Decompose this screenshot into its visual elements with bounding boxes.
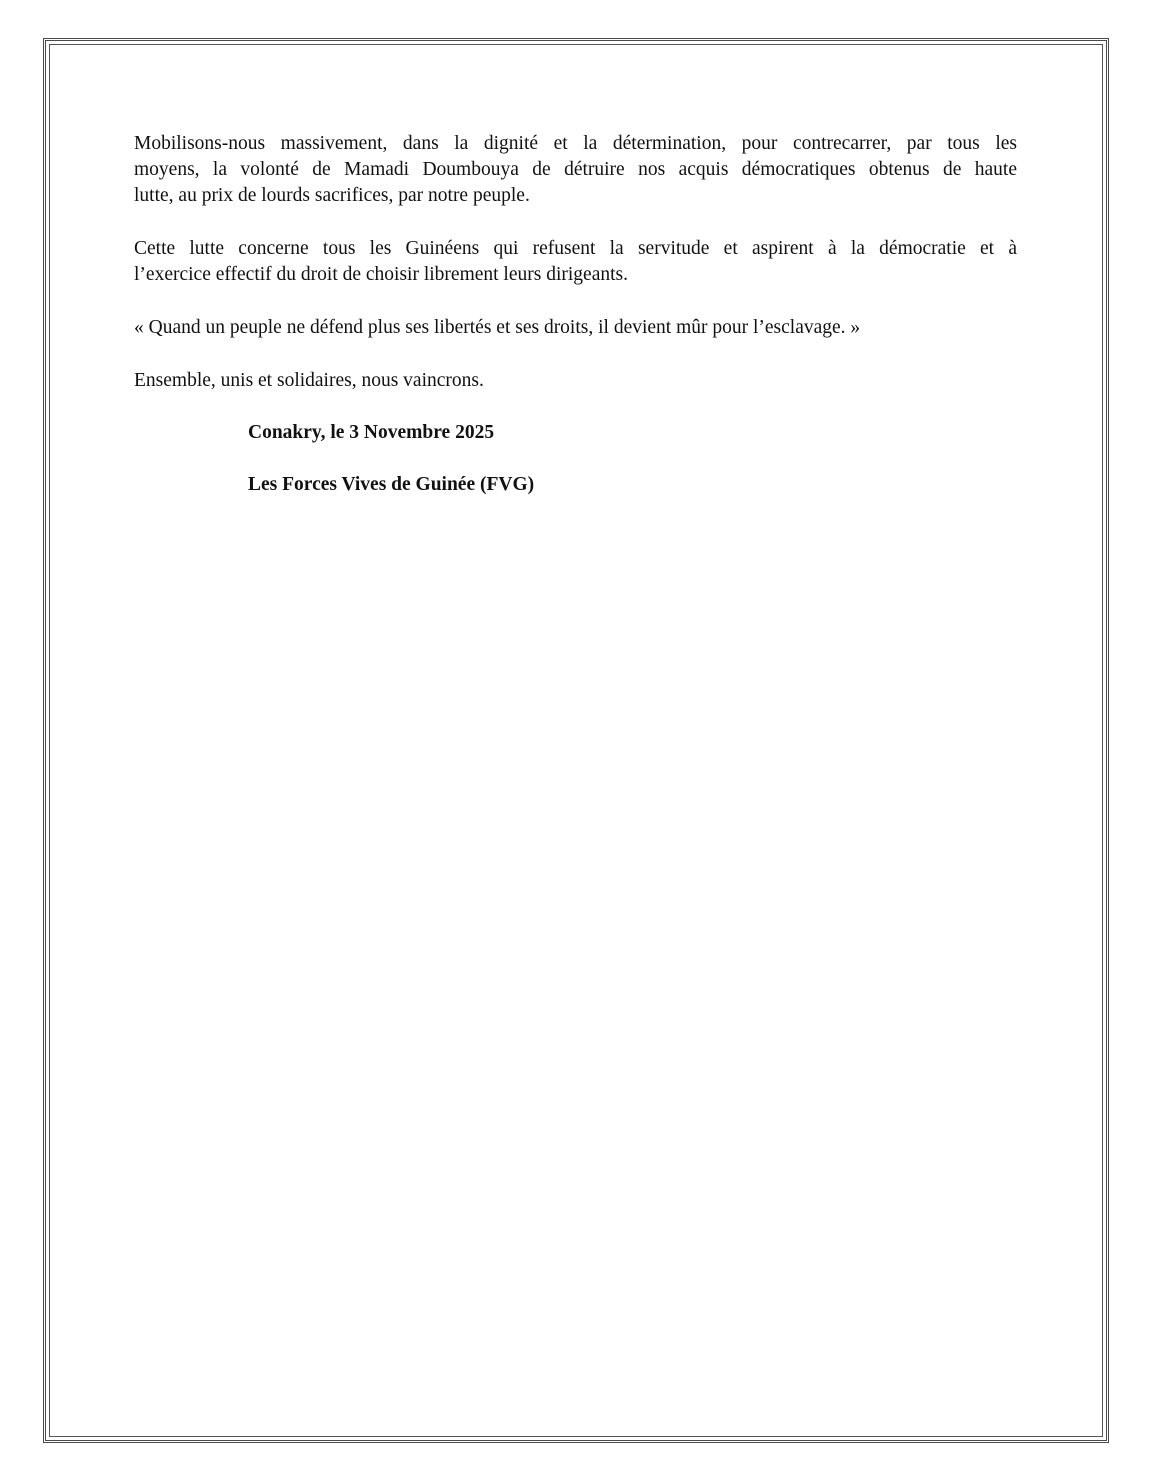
paragraph-lutte (134, 236, 1017, 288)
paragraph-quote (134, 315, 1017, 341)
paragraph-line: l’exercice effectif du droit de choisir librement leurs dirigeants. (134, 264, 628, 285)
quote-line: « Quand un peuple ne défend plus ses libertés et ses droits, il devient mûr pour l’esclavage. » (134, 317, 861, 338)
paragraph-line: lutte, au prix de lourds sacrifices, par notre peuple. (134, 185, 530, 206)
paragraph-line: Cette lutte concerne tous les Guinéens qui refusent la servitude et aspirent à la démocratie et à (134, 238, 1017, 259)
paragraph-line: moyens, la volonté de Mamadi Doumbouya de détruire nos acquis démocratiques obtenus de haute (134, 159, 1017, 180)
place-date: Conakry, le 3 Novembre 2025 (248, 422, 495, 443)
closing-line: Ensemble, unis et solidaires, nous vaincrons. (134, 370, 484, 391)
signatory: Les Forces Vives de Guinée (FVG) (248, 474, 535, 495)
paragraph-closing (134, 368, 1017, 394)
paragraph-mobilisation (134, 131, 1017, 209)
paragraph-line: Mobilisons-nous massivement, dans la dignité et la détermination, pour contrecarrer, par tous les (134, 133, 1017, 154)
